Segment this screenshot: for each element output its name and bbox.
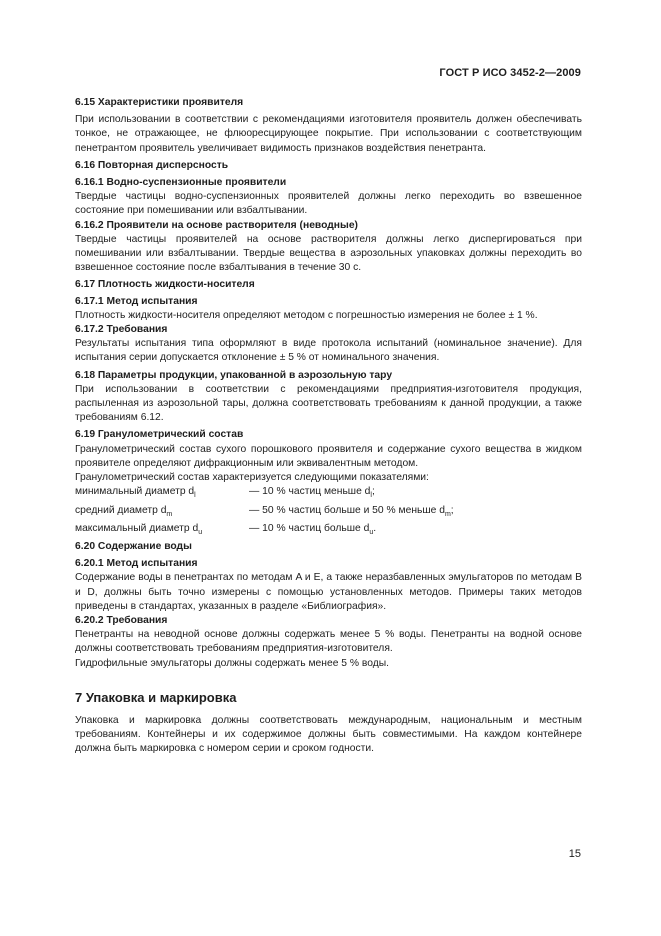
section-6-17-2-title: 6.17.2 Требования [75, 324, 168, 336]
section-6-17-2-text: Результаты испытания типа оформляют в виде протокола испытаний (номинальное значение). Для испытания серии допускается отклонение ± 5 % от номинального значения. [75, 338, 582, 364]
granulometry-definition: — 10 % частиц меньше $d_l$; [249, 486, 375, 500]
granulometry-definition: — 50 % частиц больше и 50 % меньше $d_m$; [249, 504, 454, 518]
granulometry-list [75, 485, 582, 540]
section-6-15-title: 6.15 Характеристики проявителя [75, 97, 244, 108]
section-7-title: 7 Упаковка и маркировка [75, 689, 237, 705]
page-number: 15 [568, 848, 581, 860]
section-6-20-1-title: 6.20.1 Метод испытания [75, 558, 198, 570]
granulometry-definition: — 10 % частиц больше $d_u$. [249, 522, 377, 536]
section-6-16-title: 6.16 Повторная дисперсность [75, 159, 229, 171]
granulometry-row [75, 522, 582, 540]
section-6-19-text2: Гранулометрический состав характеризуется следующими показателями: [75, 472, 429, 484]
standard-header: ГОСТ Р ИСО 3452-2—2009 [439, 67, 581, 79]
section-6-20-2-text2: Гидрофильные эмульгаторы должны содержать менее 5 % воды. [75, 657, 390, 669]
granulometry-term: средний диаметр $d_m$ [75, 504, 173, 518]
section-6-17-1-title: 6.17.1 Метод испытания [75, 295, 198, 307]
section-6-19-text1: Гранулометрический состав сухого порошкового проявителя и содержание сухого вещества в жидком проявителе определяют дифракционным или эквивалентным методом. [75, 443, 582, 469]
section-6-16-1-text: Твердые частицы водно-суспензионных проявителей должны легко переходить во взвешенное состояние при помешивании или взбалтывании. [75, 191, 582, 217]
section-6-18-title: 6.18 Параметры продукции, упакованной в аэрозольную тару [75, 369, 393, 381]
section-6-16-1-title: 6.16.1 Водно-суспензионные проявители [75, 177, 287, 189]
section-6-20-title: 6.20 Содержание воды [75, 541, 192, 553]
section-6-20-2-title: 6.20.2 Требования [75, 615, 168, 627]
section-6-17-1-text: Плотность жидкости-носителя определяют методом с погрешностью измерения не более ± 1 %. [75, 309, 538, 321]
granulometry-row [75, 485, 582, 503]
granulometry-term: максимальный диаметр $d_u$ [75, 522, 203, 536]
granulometry-term: минимальный диаметр $d_l$ [75, 486, 196, 500]
section-6-19-title: 6.19 Гранулометрический состав [75, 429, 244, 441]
section-6-20-1-text: Содержание воды в пенетрантах по методам A и E, а также неразбавленных эмульгаторов по методам B и D, должны быть точно измерены с помощью установленных методов. Примеры таких методов приведены в стандартах, указанных в разделе «Библиография». [75, 572, 582, 612]
document-body [75, 96, 582, 757]
section-7-text: Упаковка и маркировка должны соответствовать международным, национальным и местным требованиям. Контейнеры и их содержимое должны быть совместимыми. На каждом контейнере должна быть маркировка с номером серии и сроком годности. [75, 715, 582, 755]
section-6-20-2-text1: Пенетранты на неводной основе должны содержать менее 5 % воды. Пенетранты на водной основе должны соответствовать требованиям предприятия-изготовителя. [75, 629, 582, 655]
section-6-15-text: При использовании в соответствии с рекомендациями изготовителя проявитель должен обеспечивать тонкое, не отражающее, не флюоресцирующее покрытие. При использовании с соответствующим пенетрантом проявитель увеличивает видимость признаков воздействия пенетранта. [75, 114, 582, 154]
section-6-18-text: При использовании в соответствии с рекомендациями предприятия-изготовителя продукция, распыленная из аэрозольной тары, должна соответствовать требованиям к данной продукции, а также требованиям 6.12. [75, 383, 582, 424]
section-6-16-2-text: Твердые частицы проявителей на основе растворителя должны легко диспергироваться при помешивании или взбалтывании. Твердые вещества в аэрозольных упаковках должны переходить во взвешенное состояние после взбалтывания в течение 30 с. [75, 233, 582, 274]
section-6-17-title: 6.17 Плотность жидкости-носителя [75, 279, 255, 291]
section-6-16-2-title: 6.16.2 Проявители на основе растворителя (неводные) [75, 219, 358, 231]
granulometry-row [75, 504, 582, 522]
